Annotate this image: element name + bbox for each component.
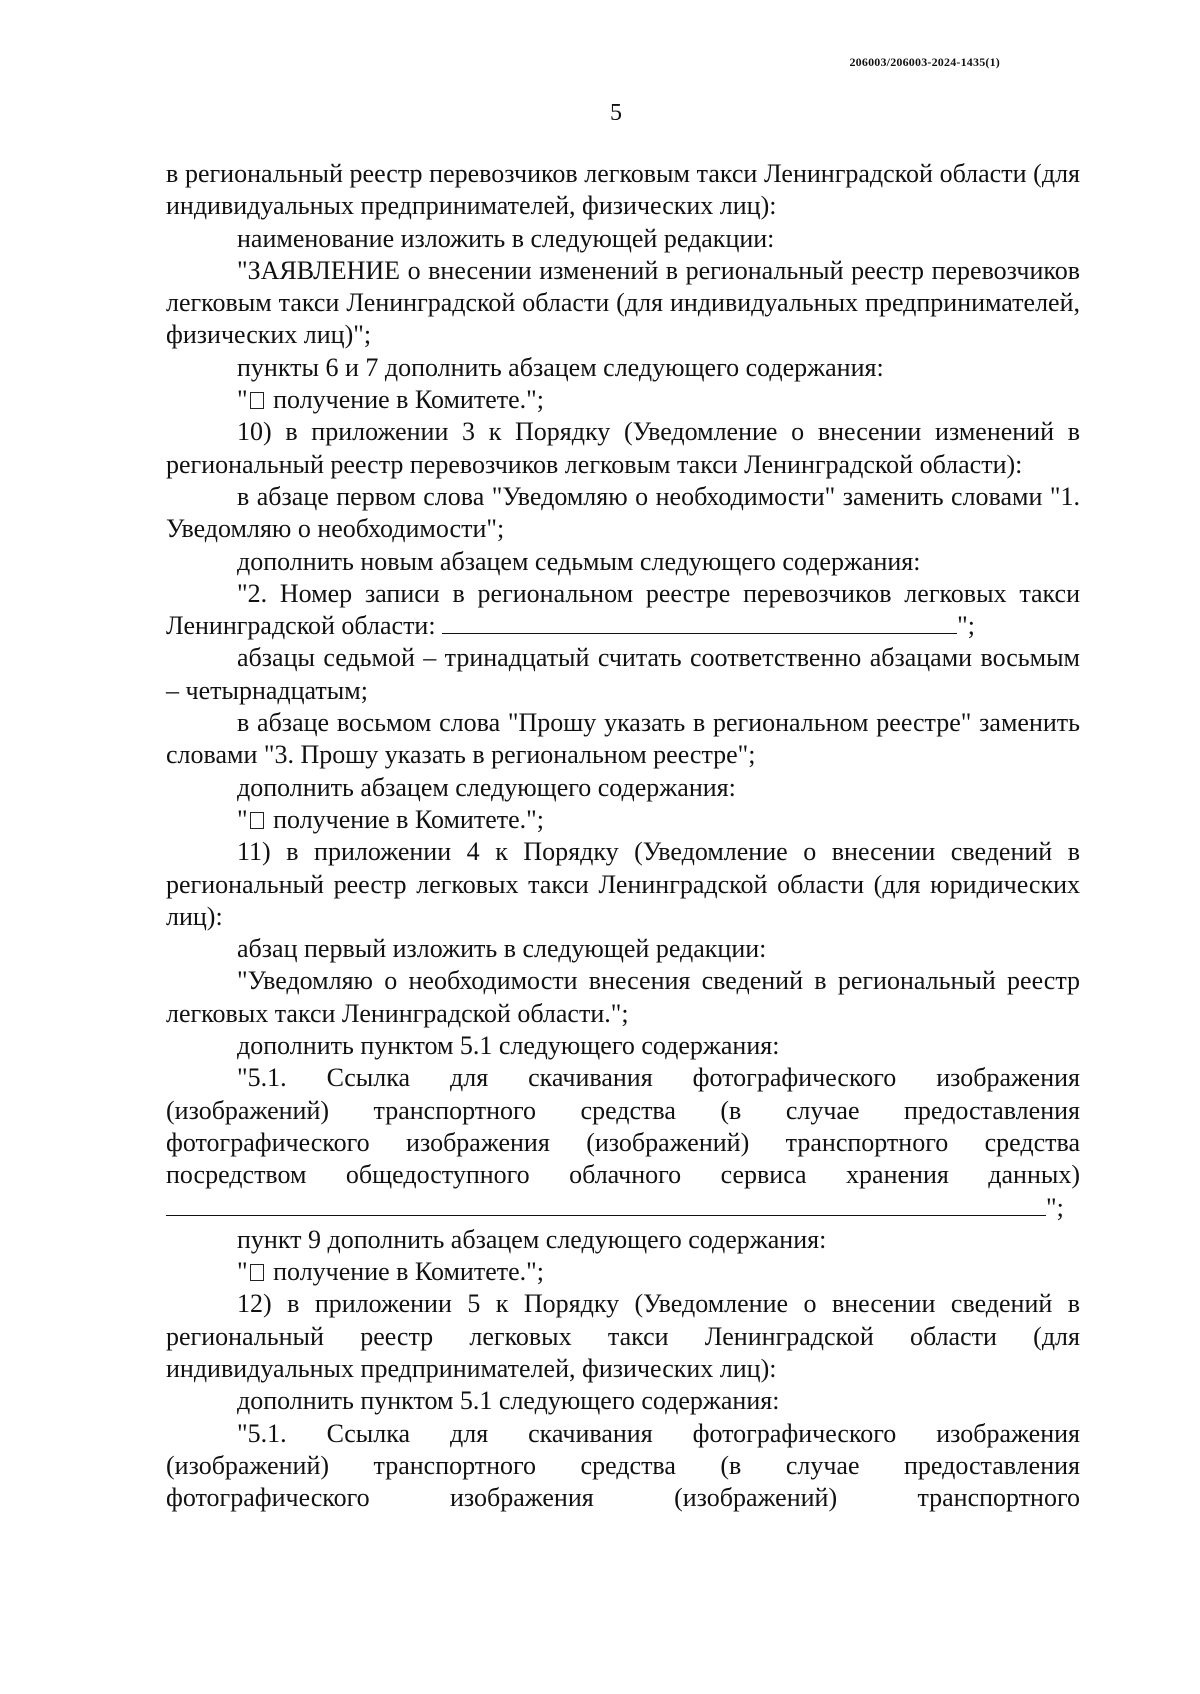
paragraph: дополнить абзацем следующего содержания:: [237, 772, 736, 802]
paragraph: "5.1. Ссылка для скачивания фотографического изображения (изображений) транспортного средства (в случае предоставления фотографического изображения (изображений) транспортного: [166, 1418, 1080, 1513]
page-number: 5: [610, 100, 622, 126]
paragraph: 10) в приложении 3 к Порядку (Уведомление о внесении изменений в региональный реестр перевозчиков легковым такси Ленинградской области):: [166, 417, 1080, 479]
paragraph-text: получение в Комитете.";: [266, 385, 544, 415]
blank-fill-line: [442, 613, 957, 634]
paragraph-text: "2. Номер записи в региональном реестре перевозчиков легковых такси Ленинградской области:: [166, 578, 1080, 641]
paragraph: "Уведомляю о необходимости внесения сведений в региональный реестр легковых такси Ленинградской области.";: [166, 966, 1080, 1028]
paragraph: пункт 9 дополнить абзацем следующего содержания:: [237, 1224, 827, 1254]
quote-open: ": [237, 1257, 248, 1287]
paragraph: в абзаце восьмом слова "Прошу указать в региональном реестре" заменить словами "3. Прошу указать в региональном реестре";: [166, 708, 1080, 770]
paragraph: [166, 804, 1080, 836]
paragraph: "ЗАЯВЛЕНИЕ о внесении изменений в региональный реестр перевозчиков легковым такси Ленинградской области (для индивидуальных предпринимателей, физических лиц)";: [166, 255, 1080, 350]
paragraph: пункты 6 и 7 дополнить абзацем следующего содержания:: [237, 352, 884, 382]
paragraph: в региональный реестр перевозчиков легковым такси Ленинградской области (для индивидуальных предпринимателей, физических лиц):: [166, 159, 1080, 221]
document-id: 206003/206003-2024-1435(1): [849, 55, 1000, 69]
paragraph: [166, 1192, 1080, 1224]
paragraph: дополнить пунктом 5.1 следующего содержания:: [237, 1386, 780, 1416]
checkbox-square-icon: [250, 812, 264, 829]
paragraph: в абзаце первом слова "Уведомляю о необходимости" заменить словами "1. Уведомляю о необходимости";: [166, 481, 1080, 544]
paragraph: 12) в приложении 5 к Порядку (Уведомление о внесении сведений в региональный реестр легковых такси Ленинградской области (для индивидуальных предпринимателей, физических лиц):: [166, 1289, 1080, 1383]
paragraph: 11) в приложении 4 к Порядку (Уведомление о внесении сведений в региональный реестр легковых такси Ленинградской области (для юридических лиц):: [166, 837, 1080, 931]
paragraph: [166, 578, 1080, 643]
paragraph-text: получение в Комитете.";: [266, 1257, 544, 1287]
paragraph: "5.1. Ссылка для скачивания фотографического изображения (изображений) транспортного средства (в случае предоставления фотографического изображения (изображений) транспортного средства посредством общедоступного облачного сервиса хранения данных): [166, 1063, 1080, 1190]
paragraph: [166, 384, 1080, 416]
paragraph: абзац первый изложить в следующей редакции:: [237, 934, 767, 964]
paragraph: дополнить пунктом 5.1 следующего содержания:: [237, 1031, 780, 1061]
paragraph-text: получение в Комитете.";: [266, 804, 544, 834]
quote-open: ": [237, 385, 248, 415]
paragraph: наименование изложить в следующей редакции:: [237, 223, 775, 253]
paragraph-text: ";: [1046, 1192, 1064, 1222]
paragraph: дополнить новым абзацем седьмым следующего содержания:: [237, 546, 921, 576]
paragraph-text: ";: [957, 611, 975, 641]
document-body: [166, 158, 1080, 1514]
paragraph: абзацы седьмой – тринадцатый считать соответственно абзацами восьмым – четырнадцатым;: [166, 643, 1080, 705]
paragraph: [166, 1256, 1080, 1288]
checkbox-square-icon: [250, 1264, 264, 1281]
blank-fill-line: [166, 1195, 1046, 1216]
checkbox-square-icon: [250, 392, 264, 409]
quote-open: ": [237, 804, 248, 834]
